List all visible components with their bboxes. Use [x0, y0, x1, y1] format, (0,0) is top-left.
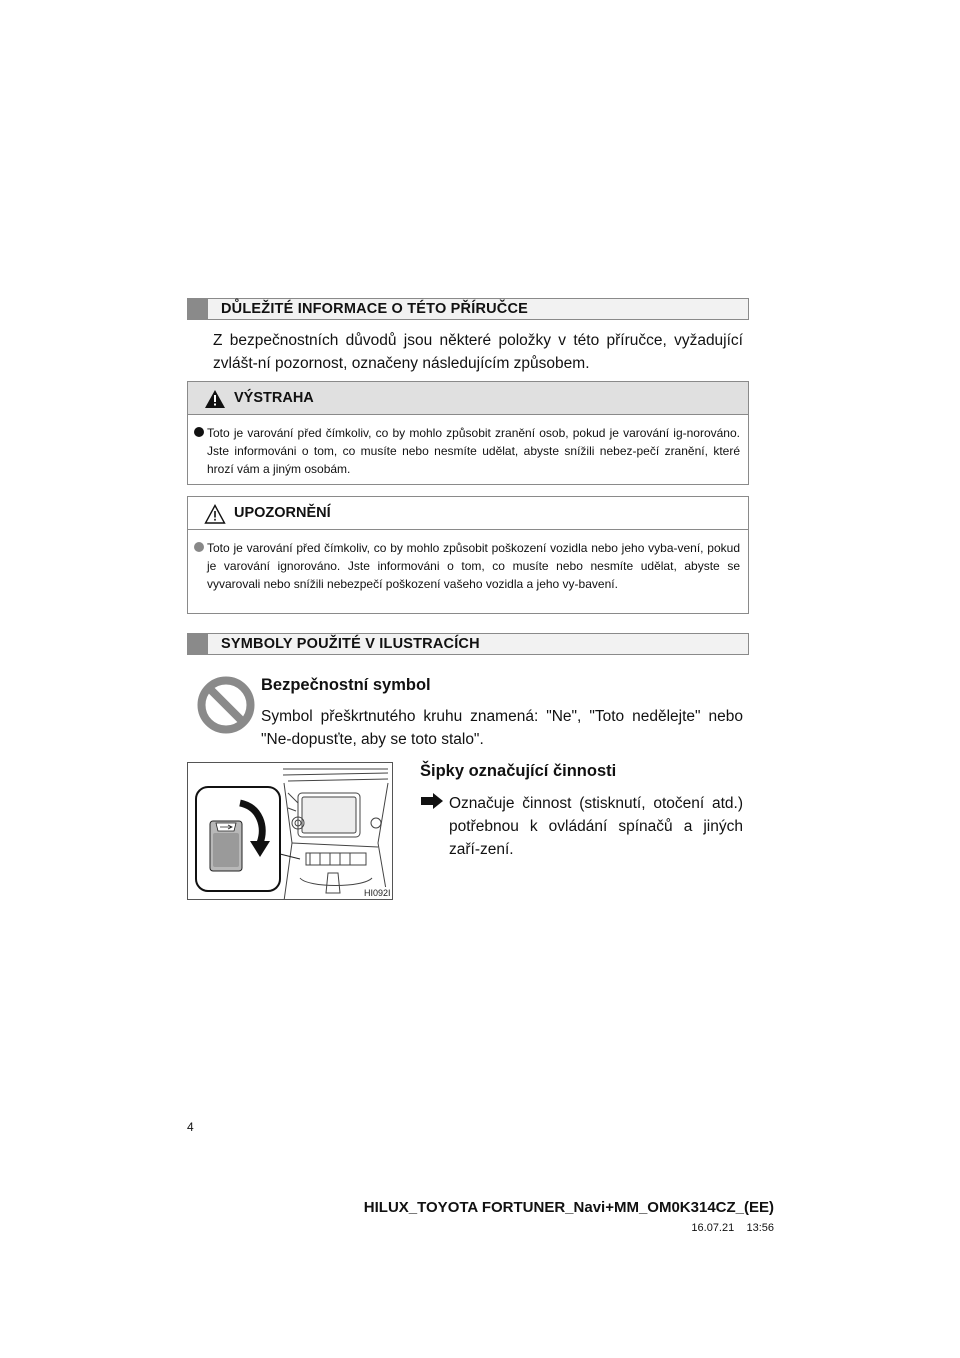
notice-triangle-icon: [204, 504, 226, 524]
safety-symbol-text: Symbol přeškrtnutého kruhu znamená: "Ne", "Toto nedělejte" nebo "Ne-dopusťte, aby se toto stalo".: [261, 708, 743, 748]
section-tab-marker: [187, 298, 208, 320]
intro-paragraph: Z bezpečnostních důvodů jsou některé položky v této příručce, vyžadující zvlášt-ní pozornost, označeny následujícím způsobem.: [213, 332, 743, 372]
warning-box: [187, 381, 749, 485]
footer-date: 16.07.21: [691, 1222, 735, 1234]
arrows-heading: Šipky označující činnosti: [420, 762, 617, 780]
illustration-code: HI092I: [364, 888, 391, 898]
arrows-text: Označuje činnost (stisknutí, otočení atd.) potřebnou k ovládání spínačů a jiných zaří-zení.: [449, 795, 743, 858]
section-header-important-info: [187, 298, 749, 320]
action-arrow-icon: [421, 793, 443, 809]
illustration-usb-switch: [187, 762, 393, 900]
notice-title: UPOZORNĚNÍ: [234, 505, 331, 521]
warning-title: VÝSTRAHA: [234, 390, 314, 406]
dashboard-illustration: [188, 763, 393, 900]
footer-time: 13:56: [746, 1222, 774, 1234]
section-title: SYMBOLY POUŽITÉ V ILUSTRACÍCH: [221, 636, 480, 652]
warning-text: Toto je varování před čímkoliv, co by mohlo způsobit zranění osob, pokud je varování ig-norováno. Jste informováni o tom, co musíte nebo nesmíte udělat, abyste snížili nebez-pečí zranění, které hrozí vám a jiným osobám.: [207, 426, 740, 476]
notice-text: Toto je varování před čímkoliv, co by mohlo způsobit poškození vozidla nebo jeho vyba-vení, pokud je varování ignorováno. Jste informováni o tom, co musíte nebo nesmíte udělat, abyste se vyvarovali nebo snížili nebezpečí poškození vašeho vozidla a jeho vy-bavení.: [207, 541, 740, 591]
notice-box: [187, 496, 749, 614]
section-tab-marker: [187, 633, 208, 655]
safety-symbol-heading: Bezpečnostní symbol: [261, 676, 431, 694]
warning-triangle-icon: [204, 389, 226, 409]
prohibition-icon: [197, 676, 255, 734]
warning-box-header: [188, 382, 748, 415]
footer-manual-title: HILUX_TOYOTA FORTUNER_Navi+MM_OM0K314CZ_(EE): [363, 1199, 774, 1216]
footer-timestamp: [691, 1222, 774, 1234]
bullet-icon: [194, 427, 204, 437]
page-number: 4: [187, 1120, 194, 1134]
section-title: DŮLEŽITÉ INFORMACE O TÉTO PŘÍRUČCE: [221, 301, 529, 317]
bullet-icon: [194, 542, 204, 552]
notice-box-header: [188, 497, 748, 530]
section-header-symbols: [187, 633, 749, 655]
